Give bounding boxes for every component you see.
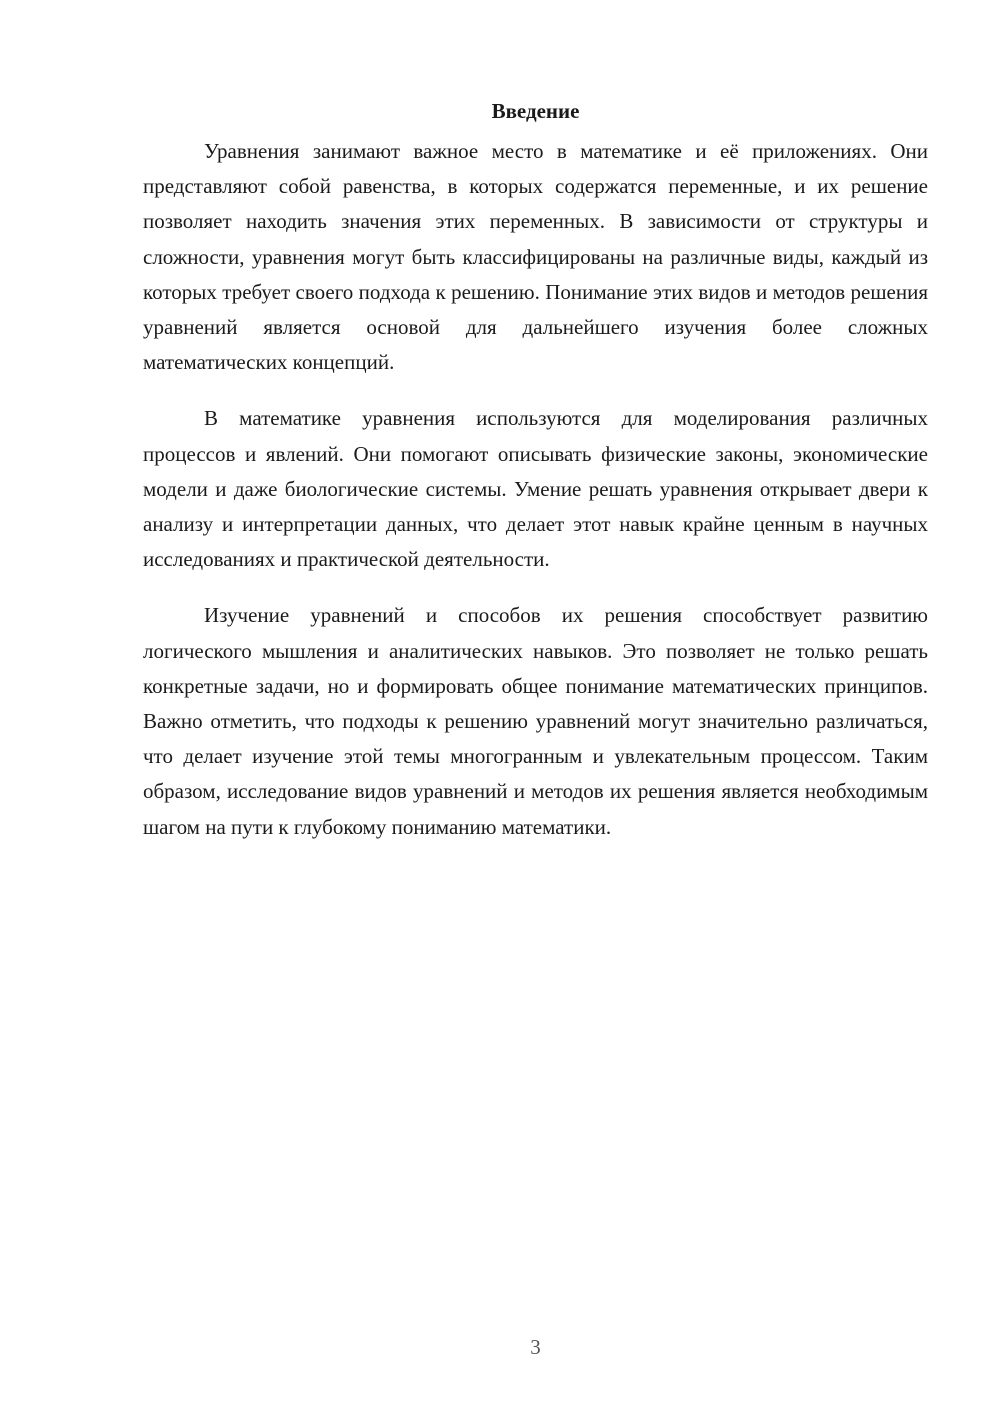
page-content (143, 96, 928, 866)
paragraph-2: В математике уравнения используются для моделирования различных процессов и явлений. Они помогают описывать физические законы, экономические модели и даже биологические системы. Умение решать уравнения открывает двери к анализу и интерпретации данных, что делает этот навык крайне ценным в научных исследованиях и практической деятельности. (143, 406, 928, 572)
page-number: 3 (530, 1335, 541, 1359)
paragraph-1: Уравнения занимают важное место в математике и её приложениях. Они представляют собой равенства, в которых содержатся переменные, и их решение позволяет находить значения этих переменных. В зависимости от структуры и сложности, уравнения могут быть классифицированы на различные виды, каждый из которых требует своего подхода к решению. Понимание этих видов и методов решения уравнений является основой для дальнейшего изучения более сложных математических концепций. (143, 139, 928, 375)
page-title: Введение (491, 99, 580, 123)
paragraph-3: Изучение уравнений и способов их решения способствует развитию логического мышления и аналитических навыков. Это позволяет не только решать конкретные задачи, но и формировать общее понимание математических принципов. Важно отметить, что подходы к решению уравнений могут значительно различаться, что делает изучение этой темы многогранным и увлекательным процессом. Таким образом, исследование видов уравнений и методов их решения является необходимым шагом на пути к глубокому пониманию математики. (143, 603, 928, 839)
